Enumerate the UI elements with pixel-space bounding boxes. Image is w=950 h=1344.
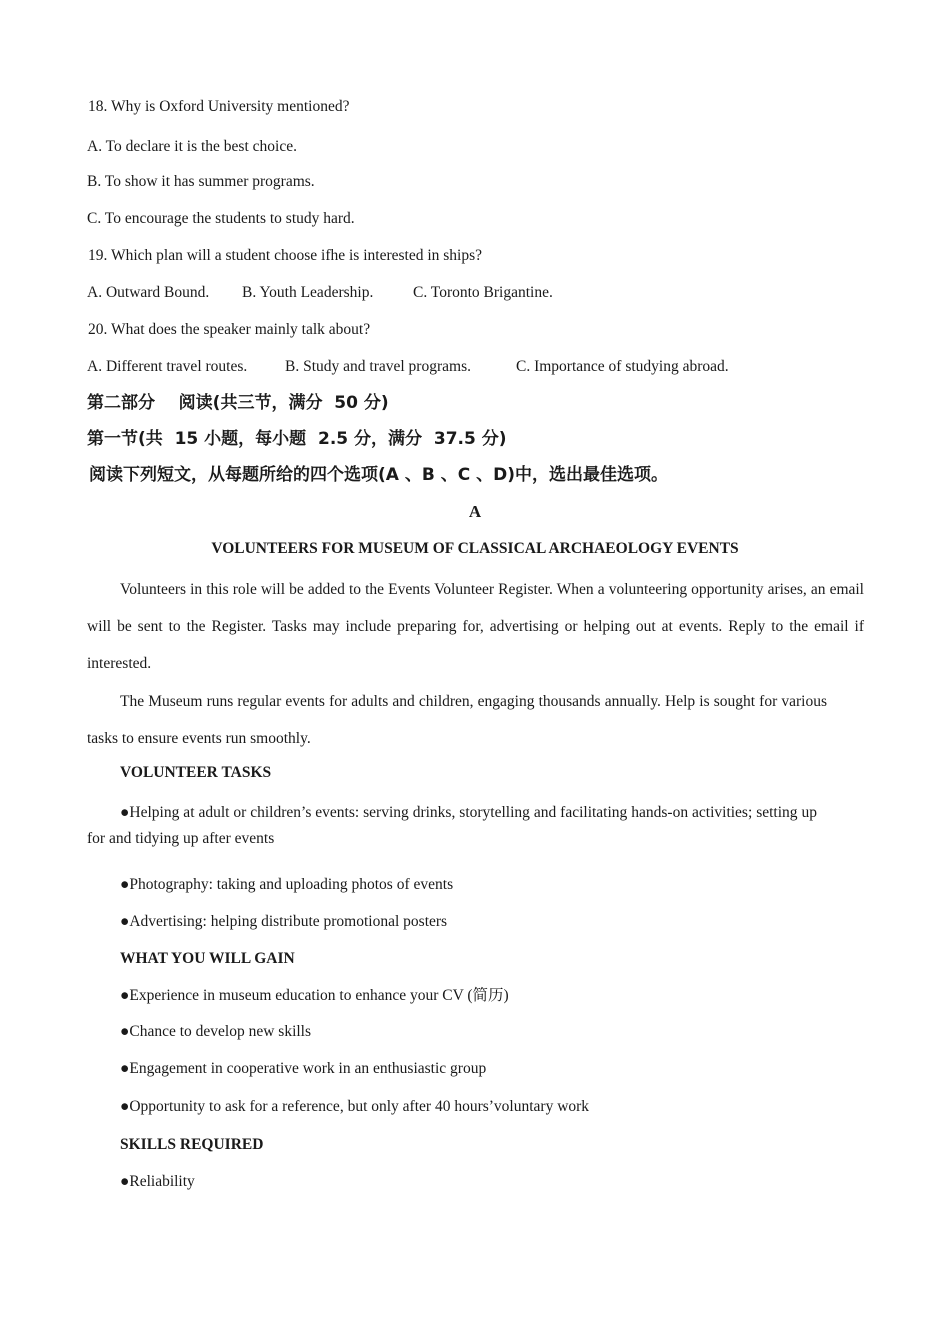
- question-20-option-a: A. Different travel routes.: [87, 358, 248, 375]
- section-subtitle: 第一节(共 15 小题，每小题 2.5 分，满分 37.5 分): [87, 429, 507, 449]
- passage-title: VOLUNTEERS FOR MUSEUM OF CLASSICAL ARCHAEOLOGY EVENTS: [211, 540, 739, 557]
- tasks-heading: VOLUNTEER TASKS: [120, 764, 272, 781]
- question-19-option-c: C. Toronto Brigantine.: [413, 284, 553, 301]
- question-18-stem: 18. Why is Oxford University mentioned?: [88, 98, 350, 115]
- gain-item-4: ●Opportunity to ask for a reference, but only after 40 hours’voluntary work: [120, 1098, 590, 1115]
- question-19-option-b: B. Youth Leadership.: [242, 284, 374, 301]
- task-item-1: ●Helping at adult or children’s events: serving drinks, storytelling and facilitating hands-on activities; setting up for and tidying up after events: [87, 804, 817, 847]
- section-instruction: 阅读下列短文，从每题所给的四个选项(A 、B 、C 、D)中，选出最佳选项。: [89, 465, 668, 485]
- gain-item-3: ●Engagement in cooperative work in an enthusiastic group: [120, 1060, 487, 1077]
- question-19-option-a: A. Outward Bound.: [87, 284, 210, 301]
- task-item-3: ●Advertising: helping distribute promotional posters: [120, 913, 448, 930]
- question-18-option-b: B. To show it has summer programs.: [87, 173, 315, 190]
- gain-item-2: ●Chance to develop new skills: [120, 1023, 312, 1040]
- question-20-option-b: B. Study and travel programs.: [285, 358, 471, 375]
- gain-heading: WHAT YOU WILL GAIN: [120, 950, 295, 967]
- skills-heading: SKILLS REQUIRED: [120, 1136, 264, 1153]
- task-item-2: ●Photography: taking and uploading photos of events: [120, 876, 454, 893]
- gain-item-1: ●Experience in museum education to enhance your CV (简历): [120, 987, 509, 1004]
- passage-paragraph-2: The Museum runs regular events for adults and children, engaging thousands annually. Help is sought for various tasks to ensure events run smoothly.: [87, 693, 827, 747]
- question-20-option-c: C. Importance of studying abroad.: [516, 358, 729, 375]
- skill-item-1: ●Reliability: [120, 1173, 195, 1190]
- question-19-stem: 19. Which plan will a student choose ifhe is interested in ships?: [88, 247, 483, 264]
- question-20-stem: 20. What does the speaker mainly talk about?: [88, 321, 371, 338]
- question-18-option-a: A. To declare it is the best choice.: [87, 138, 297, 155]
- question-19-options: [87, 283, 553, 303]
- question-18-option-c: C. To encourage the students to study hard.: [87, 210, 355, 227]
- passage-letter: A: [468, 502, 482, 521]
- passage-paragraph-1: Volunteers in this role will be added to the Events Volunteer Register. When a volunteering opportunity arises, an email will be sent to the Register. Tasks may include preparing for, advertising or helping out at events. Reply to the email if interested.: [87, 581, 864, 672]
- part-title: 第二部分 阅读(共三节，满分 50 分): [87, 393, 389, 413]
- question-20-options: [87, 357, 729, 377]
